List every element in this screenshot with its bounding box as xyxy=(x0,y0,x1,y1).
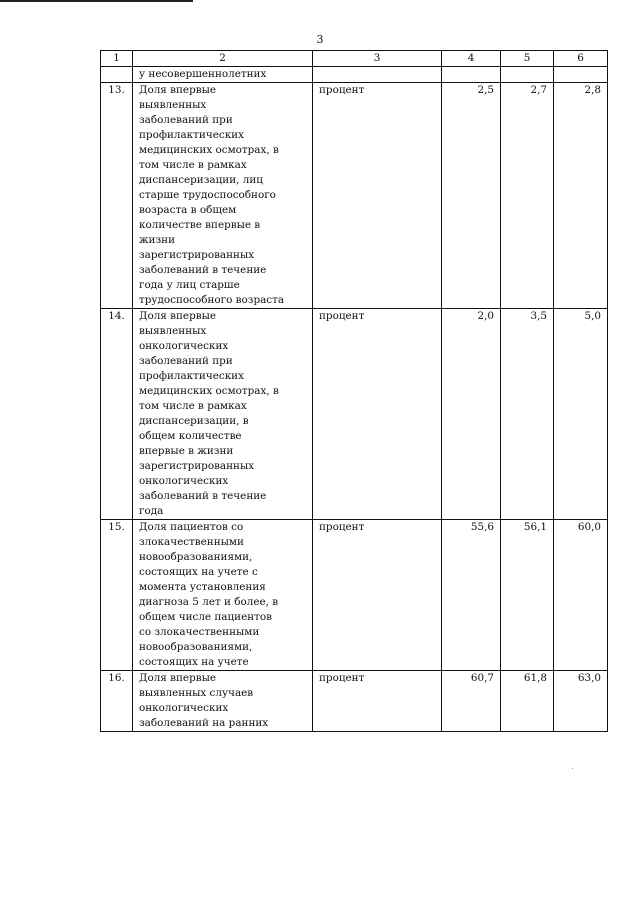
indicator-name-line: онкологических xyxy=(139,340,229,352)
indicator-name-line: медицинских осмотрах, в xyxy=(139,385,279,397)
indicators-table xyxy=(100,50,608,732)
row-number: 14. xyxy=(101,309,133,520)
indicator-value: 2,8 xyxy=(554,83,608,309)
column-header: 2 xyxy=(133,51,313,67)
indicator-name-line: диспансеризации, в xyxy=(139,415,249,427)
indicator-name-line: онкологических xyxy=(139,702,229,714)
indicator-name-line: количестве впервые в xyxy=(139,219,261,231)
row-number: 15. xyxy=(101,520,133,671)
unit-of-measure: процент xyxy=(313,671,442,732)
indicator-value: 60,7 xyxy=(442,671,501,732)
indicator-name-line: года xyxy=(139,505,164,517)
indicator-name-line: зарегистрированных xyxy=(139,460,255,472)
indicator-name-line: впервые в жизни xyxy=(139,445,234,457)
top-rule xyxy=(0,0,193,2)
indicator-name-line: Доля впервые xyxy=(139,84,217,96)
indicator-name xyxy=(133,83,313,309)
table-row xyxy=(101,83,608,309)
indicator-name-line: профилактических xyxy=(139,370,244,382)
column-header: 4 xyxy=(442,51,501,67)
indicator-name-line: заболеваний при xyxy=(139,114,233,126)
indicator-name-line: трудоспособного возраста xyxy=(139,294,285,306)
indicator-name-line: общем числе пациентов xyxy=(139,611,273,623)
indicator-name-line: онкологических xyxy=(139,475,229,487)
indicator-name-line: жизни xyxy=(139,234,176,246)
indicator-name-line: возраста в общем xyxy=(139,204,237,216)
unit-of-measure: процент xyxy=(313,309,442,520)
indicator-name-line: заболеваний в течение xyxy=(139,264,267,276)
indicator-name xyxy=(133,309,313,520)
continuation-text: у несовершеннолетних xyxy=(133,67,313,83)
column-header: 6 xyxy=(554,51,608,67)
unit-of-measure: процент xyxy=(313,83,442,309)
indicator-name-line: старше трудоспособного xyxy=(139,189,276,201)
column-header: 5 xyxy=(501,51,554,67)
indicator-name-line: выявленных случаев xyxy=(139,687,254,699)
indicator-name-line: злокачественными xyxy=(139,536,244,548)
indicator-name-line: года у лиц старше xyxy=(139,279,240,291)
indicator-name-line: выявленных xyxy=(139,99,207,111)
indicator-name-line: Доля впервые xyxy=(139,310,217,322)
table-row xyxy=(101,671,608,732)
page-number: 3 xyxy=(316,33,324,46)
indicator-name xyxy=(133,671,313,732)
indicator-value: 55,6 xyxy=(442,520,501,671)
indicator-name-line: медицинских осмотрах, в xyxy=(139,144,279,156)
indicator-name-line: заболеваний при xyxy=(139,355,233,367)
indicator-name-line: момента установления xyxy=(139,581,266,593)
indicator-name-line: заболеваний на ранних xyxy=(139,717,269,729)
row-number: 16. xyxy=(101,671,133,732)
indicator-name-line: Доля впервые xyxy=(139,672,217,684)
indicator-value: 60,0 xyxy=(554,520,608,671)
indicator-value: 2,0 xyxy=(442,309,501,520)
indicator-name-line: состоящих на учете с xyxy=(139,566,258,578)
indicator-name-line: новообразованиями, xyxy=(139,551,253,563)
row-number: 13. xyxy=(101,83,133,309)
indicator-name-line: том числе в рамках xyxy=(139,400,247,412)
unit-of-measure: процент xyxy=(313,520,442,671)
indicator-name-line: со злокачественными xyxy=(139,626,260,638)
indicator-name-line: Доля пациентов со xyxy=(139,521,244,533)
indicator-name-line: состоящих на учете xyxy=(139,656,249,668)
indicator-name-line: профилактических xyxy=(139,129,244,141)
continuation-row xyxy=(101,67,608,83)
indicator-rows xyxy=(101,83,608,732)
indicator-name-line: новообразованиями, xyxy=(139,641,253,653)
table-row xyxy=(101,520,608,671)
table-row xyxy=(101,309,608,520)
indicator-value: 56,1 xyxy=(501,520,554,671)
indicator-name-line: заболеваний в течение xyxy=(139,490,267,502)
indicator-value: 2,7 xyxy=(501,83,554,309)
indicator-value: 61,8 xyxy=(501,671,554,732)
column-header: 3 xyxy=(313,51,442,67)
indicator-value: 5,0 xyxy=(554,309,608,520)
indicator-name-line: диагноза 5 лет и более, в xyxy=(139,596,279,608)
indicator-name-line: общем количестве xyxy=(139,430,242,442)
indicator-value: 2,5 xyxy=(442,83,501,309)
indicator-value: 63,0 xyxy=(554,671,608,732)
indicator-name-line: диспансеризации, лиц xyxy=(139,174,263,186)
table-header-row xyxy=(101,51,608,67)
indicator-name-line: выявленных xyxy=(139,325,207,337)
indicator-value: 3,5 xyxy=(501,309,554,520)
indicator-name-line: зарегистрированных xyxy=(139,249,255,261)
scan-speck xyxy=(572,768,573,769)
indicator-name-line: том числе в рамках xyxy=(139,159,247,171)
column-header: 1 xyxy=(101,51,133,67)
indicator-name xyxy=(133,520,313,671)
